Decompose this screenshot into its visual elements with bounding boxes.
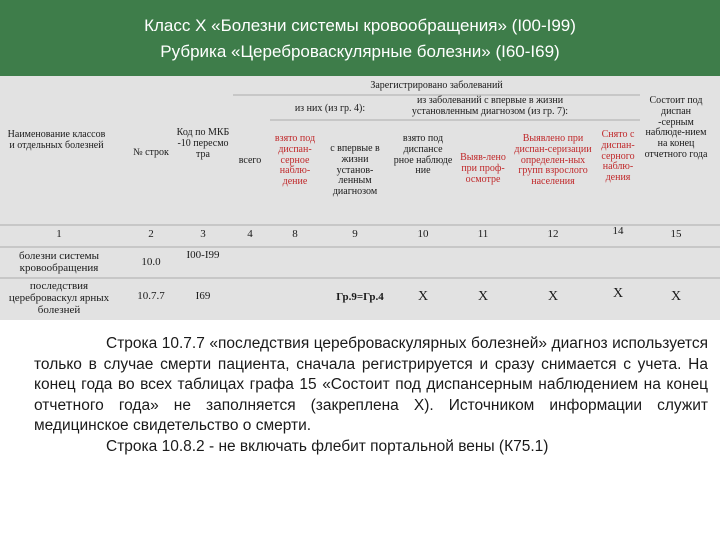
statistics-table xyxy=(0,76,720,320)
col-header-name: Наименование классов и отдельных болезней xyxy=(7,129,106,151)
explanatory-note xyxy=(34,334,708,458)
rubric-title: Рубрика «Цереброваскулярные болезни» (I60-I69) xyxy=(160,42,560,61)
col-header-code: Код по МКБ -10 пересмо тра xyxy=(176,127,230,160)
col-num-1: 1 xyxy=(56,228,62,240)
title-banner xyxy=(0,0,720,76)
col-header-10: взято под диспансе рное наблюде ние xyxy=(393,133,453,177)
row2-col14: X xyxy=(612,286,624,301)
row2-name: последствия цереброваскул ярных болезней xyxy=(8,280,110,316)
header-first-time: из заболеваний с впервые в жизни установленным диагнозом (из гр. 7): xyxy=(411,95,569,117)
row1-line: 10.0 xyxy=(141,256,161,268)
row2-col9: Гр.9=Гр.4 xyxy=(336,291,384,303)
col-num-2: 2 xyxy=(148,228,154,240)
col-num-9: 9 xyxy=(352,228,358,240)
col-num-10: 10 xyxy=(417,228,429,240)
col-num-8: 8 xyxy=(292,228,298,240)
row2-col11: X xyxy=(477,289,489,304)
row2-col10: X xyxy=(417,289,429,304)
row2-line: 10.7.7 xyxy=(137,290,165,302)
row1-code: I00-I99 xyxy=(186,249,220,261)
header-of-them: из них (из гр. 4): xyxy=(294,103,366,114)
class-title: Класс Х «Болезни системы кровообращения» (I00-I99) xyxy=(144,16,576,35)
col-header-15: Состоит под диспан -серным наблюде-нием на конец отчетного года xyxy=(644,95,708,160)
col-header-12: Выявлено при диспан-серизации определен-ных групп взрослого населения xyxy=(514,133,592,188)
col-num-11: 11 xyxy=(477,228,489,240)
col-num-3: 3 xyxy=(200,228,206,240)
row2-code: I69 xyxy=(195,290,211,302)
row2-col12: X xyxy=(547,289,559,304)
row1-name: болезни системы кровообращения xyxy=(18,250,100,274)
col-header-total: всего xyxy=(238,155,262,166)
header-registered: Зарегистрировано заболеваний xyxy=(370,80,503,91)
col-num-12: 12 xyxy=(547,228,559,240)
row2-col15: X xyxy=(670,289,682,304)
col-header-8: взято под диспан-серное наблю-дение xyxy=(274,133,316,188)
col-header-14: Снято с диспан-серного наблю-дения xyxy=(601,129,635,184)
note-paragraph-1: Строка 10.7.7 «последствия цереброваскулярных болезней» диагноз используется только в случае смерти пациента, сначала регистрируется и сразу снимается с учета. На конец года во всех таблицах графа 15 «Состоит под диспансерным наблюдением на конец отчетного года» не заполняется (закреплена Х). Источником информации служит медицинское свидетельство о смерти. xyxy=(34,335,708,435)
col-num-15: 15 xyxy=(670,228,682,240)
col-num-14: 14 xyxy=(612,225,624,237)
note-paragraph-2: Строка 10.8.2 - не включать флебит портальной вены (К75.1) xyxy=(106,437,549,455)
col-header-9: с впервые в жизни установ-ленным диагнозом xyxy=(330,143,380,198)
col-header-line: № строк xyxy=(133,147,169,158)
col-header-11: Выяв-лено при проф-осмотре xyxy=(460,152,506,185)
col-num-4: 4 xyxy=(247,228,253,240)
